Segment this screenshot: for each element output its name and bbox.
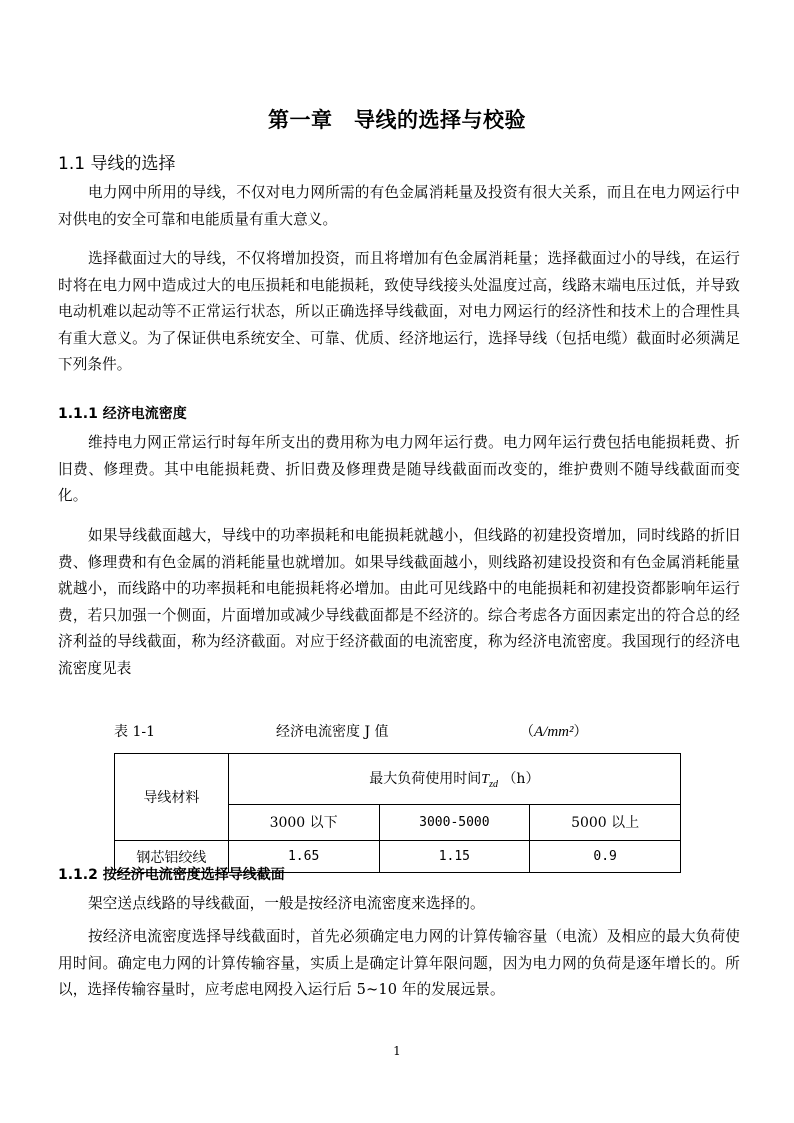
table-title: 经济电流密度 J 值: [276, 724, 389, 740]
subsection-title-1: 1.1.1 经济电流密度: [58, 406, 187, 422]
row-material: 钢芯铝绞线: [115, 841, 229, 873]
table-cell: 0.9: [530, 841, 681, 873]
paragraph-5: 架空送点线路的导线截面，一般是按经济电流密度来选择的。: [88, 895, 485, 912]
table-cell: 1.15: [379, 841, 530, 873]
table-unit-open: （: [520, 724, 534, 740]
paragraph-6: 按经济电流密度选择导线截面时，首先必须确定电力网的计算传输容量（电流）及相应的最大负荷使用时间。确定电力网的计算传输容量，实质上是确定计算年限问题，因为电力网的负荷是逐年增长的。所以，选择传输容量时，应考虑电网投入运行后 5~10 年的发展远景。: [58, 928, 740, 998]
table-label: 表 1-1: [114, 724, 155, 740]
section-title: 1.1 导线的选择: [58, 154, 176, 174]
column-header: 5000 以上: [530, 804, 681, 840]
paragraph-2: 选择截面过大的导线，不仅将增加投资，而且将增加有色金属消耗量；选择截面过小的导线，在运行时将在电力网中造成过大的电压损耗和电能损耗，致使导线接头处温度过高，线路末端电压过低，并导致电动机难以起动等不正常运行状态，所以正确选择导线截面，对电力网运行的经济性和技术上的合理性具有重大意义。为了保证供电系统安全、可靠、优质、经济地运行，选择导线（包括电缆）截面时必须满足下列条件。: [58, 250, 740, 373]
header-group-unit: （h）: [502, 770, 540, 787]
paragraph-1: 电力网中所用的导线，不仅对电力网所需的有色金属消耗量及投资有很大关系，而且在电力网运行中对供电的安全可靠和电能质量有重大意义。: [58, 184, 740, 228]
paragraph-4: 如果导线截面越大，导线中的功率损耗和电能损耗就越小，但线路的初建投资增加，同时线路的折旧费、修理费和有色金属的消耗能量也就增加。如果导线截面越小，则线路初建设投资和有色金属消耗能量就越小，而线路中的功率损耗和电能损耗将必增加。由此可见线路中的电能损耗和初建投资都影响年运行费，若只加强一个侧面，片面增加或减少导线截面都是不经济的。综合考虑各方面因素定出的符合总的经济利益的导线截面，称为经济截面。对应于经济截面的电流密度，称为经济电流密度。我国现行的经济电流密度见表: [58, 527, 740, 677]
header-group-symbol: T: [481, 771, 490, 787]
table-cell: 1.65: [228, 841, 379, 873]
column-header: 3000 以下: [228, 804, 379, 840]
paragraph-3: 维持电力网正常运行时每年所支出的费用称为电力网年运行费。电力网年运行费包括电能损耗费、折旧费、修理费。其中电能损耗费、折旧费及修理费是随导线截面而改变的，维护费则不随导线截面而变化。: [58, 434, 740, 504]
chapter-title: 第一章 导线的选择与校验: [268, 108, 526, 132]
header-material: 导线材料: [115, 754, 229, 841]
header-group: [228, 754, 680, 805]
page-number: 1: [393, 1044, 401, 1058]
table-unit-close: ）: [573, 724, 588, 740]
subsection-title-2: 1.1.2 按经济电流密度选择导线截面: [58, 867, 285, 883]
table-unit: [520, 721, 588, 741]
current-density-table: [114, 753, 681, 873]
column-header: 3000-5000: [379, 804, 530, 840]
header-group-subscript: zd: [489, 778, 498, 790]
header-group-text: 最大负荷使用时间: [369, 770, 482, 787]
table-unit-value: A/mm²: [534, 724, 574, 740]
